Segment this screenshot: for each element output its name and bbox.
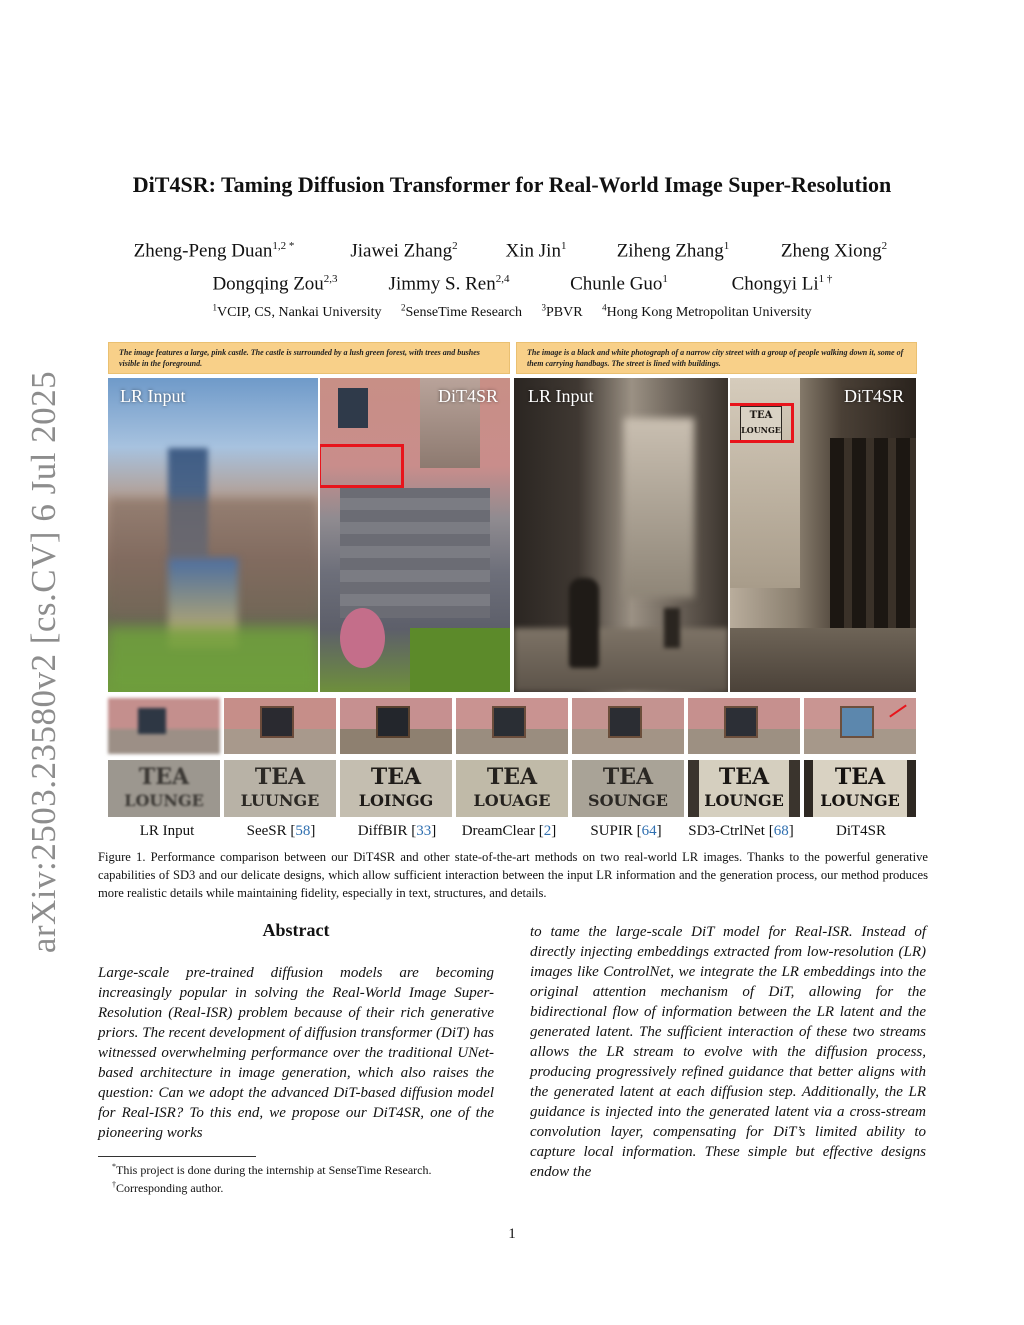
castle-crop-diffbir (340, 698, 452, 754)
citation-link[interactable]: 68 (773, 823, 789, 839)
street-dit4sr-image (730, 378, 916, 692)
method-label-sd3-ctrlnet: SD3-CtrlNet [68] (688, 823, 794, 839)
arxiv-identifier-stamp: arXiv:2503.23580v2 [cs.CV] 6 Jul 2025 (24, 370, 63, 954)
prompt-caption-street: The image is a black and white photograph of a narrow city street with a group of people walking down it, some of them carrying handbags. The street is lined with buildings. (516, 342, 917, 374)
castle-lr-input-image (108, 378, 318, 692)
zoom-region-box (320, 444, 404, 488)
paper-title: DiT4SR: Taming Diffusion Transformer for Real-World Image Super-Resolution (132, 172, 892, 197)
footnote-divider (98, 1156, 256, 1157)
sign-crop-dit4sr: TEA LOUNGE (804, 760, 916, 817)
page-number: 1 (508, 1226, 516, 1242)
affiliation: $^2$SenseTime Research (400, 302, 523, 320)
method-label-diffbir: DiffBIR [33] (357, 823, 437, 839)
panel-label-ours: DiT4SR (843, 386, 904, 406)
method-label-seesr: SeeSR [58] (246, 823, 316, 839)
castle-crop-dit4sr (804, 698, 916, 754)
citation-link[interactable]: 33 (416, 823, 432, 839)
affiliation: $^4$Hong Kong Metropolitan University (602, 302, 812, 320)
abstract-left-column: Large-scale pre-trained diffusion models are becoming increasingly popular in solving the Real-World Image Super-Resolution (Real-ISR) problem because of their rich generative priors. The recent development of diffusion transformer (DiT) has witnessed overwhelming performance over the traditional UNet-based architecture in image generation, which also raises the question: Can we adopt the advanced DiT-based diffusion model for Real-ISR? To this end, we propose our DiT4SR, one of the pioneering works (98, 965, 494, 1141)
abstract-right-column: to tame the large-scale DiT model for Real-ISR. Instead of directly injecting embeddings extracted from low-resolution (LR) images like ControlNet, we integrate the LR embeddings into the original attention mechanism of DiT, allowing for the bidirectional flow of information between the LR latent and the generated latent. The sufficient interaction of these two streams allows the LR stream to evolve with the diffusion process, producing progressively refined guidance that better aligns with the generated latent at each diffusion step. Additionally, the LR guidance is injected into the generated latent via a cross-stream convolution layer, compensating for DiT’s limited ability to capture local information. These simple but effective designs endow the (530, 924, 926, 1180)
author: Chongyi $Li^{1 \dagger}$ (731, 273, 833, 295)
author: Chunle Guo$^1$ (570, 273, 668, 295)
panel-label-lr: LR Input (120, 386, 186, 406)
castle-crop-lr (108, 698, 220, 754)
sign-crop-sd3-ctrlnet: TEA LOUNGE (688, 760, 800, 817)
author: Jiawei Zhang$^2$ (350, 240, 458, 262)
author: Jimmy S. Ren$^{2,4}$ (388, 273, 510, 295)
abstract-heading: Abstract (262, 920, 330, 940)
method-label-dit4sr: DiT4SR (835, 823, 887, 839)
method-label-dreamclear: DreamClear [2] (461, 823, 557, 839)
tea-lounge-sign: TEA LOUNGE (740, 406, 782, 442)
affiliation: $^3$PBVR (541, 302, 583, 320)
citation-link[interactable]: 2 (543, 823, 552, 839)
sign-crop-dreamclear: TEA LOUAGE (456, 760, 568, 817)
footnote-corresponding: †Corresponding author. (112, 1180, 224, 1195)
author: Dongqing Zou$^{2,3}$ (212, 273, 338, 295)
author: Xin Jin$^1$ (505, 240, 567, 262)
castle-crop-supir (572, 698, 684, 754)
panel-label-lr: LR Input (528, 386, 594, 406)
footnote-internship: *This project is done during the internship at SenseTime Research. (112, 1162, 432, 1177)
author: Zheng-Peng Duan$^{1,2 *}$ (133, 240, 295, 262)
panel-label-ours: DiT4SR (437, 386, 498, 406)
castle-dit4sr-image (320, 378, 510, 692)
castle-crop-sd3-ctrlnet (688, 698, 800, 754)
red-arrow-icon (889, 704, 907, 717)
affiliation: $^1$VCIP, CS, Nankai University (212, 302, 382, 320)
sign-crop-diffbir: TEA LOINGG (340, 760, 452, 817)
street-lr-input-image (514, 378, 728, 692)
author: Ziheng Zhang$^1$ (616, 240, 730, 262)
zoom-region-box (730, 403, 794, 443)
method-label-supir: SUPIR [64] (590, 823, 662, 839)
citation-link[interactable]: 58 (295, 823, 311, 839)
method-label-lr-input: LR Input (139, 823, 195, 839)
sign-crop-supir: TEA SOUNGE (572, 760, 684, 817)
citation-link[interactable]: 64 (641, 823, 657, 839)
affiliations (0, 302, 1024, 321)
castle-crop-dreamclear (456, 698, 568, 754)
sign-crop-seesr: TEA LUUNGE (224, 760, 336, 817)
figure-caption: Figure 1. Performance comparison between our DiT4SR and other state-of-the-art methods on two real-world LR images. Thanks to the powerful generative capabilities of SD3 and our delicate designs, which allow sufficient interaction between the input LR information and the generation process, our method produces more realistic details while maintaining fidelity, especially in text, structures, and details. (98, 850, 928, 900)
sign-crop-lr: TEA LOUNGE (108, 760, 220, 817)
castle-crop-seesr (224, 698, 336, 754)
author: Zheng Xiong$^2$ (780, 240, 888, 262)
prompt-caption-castle: The image features a large, pink castle. The castle is surrounded by a lush green forest, with trees and bushes visible in the foreground. (108, 342, 510, 374)
